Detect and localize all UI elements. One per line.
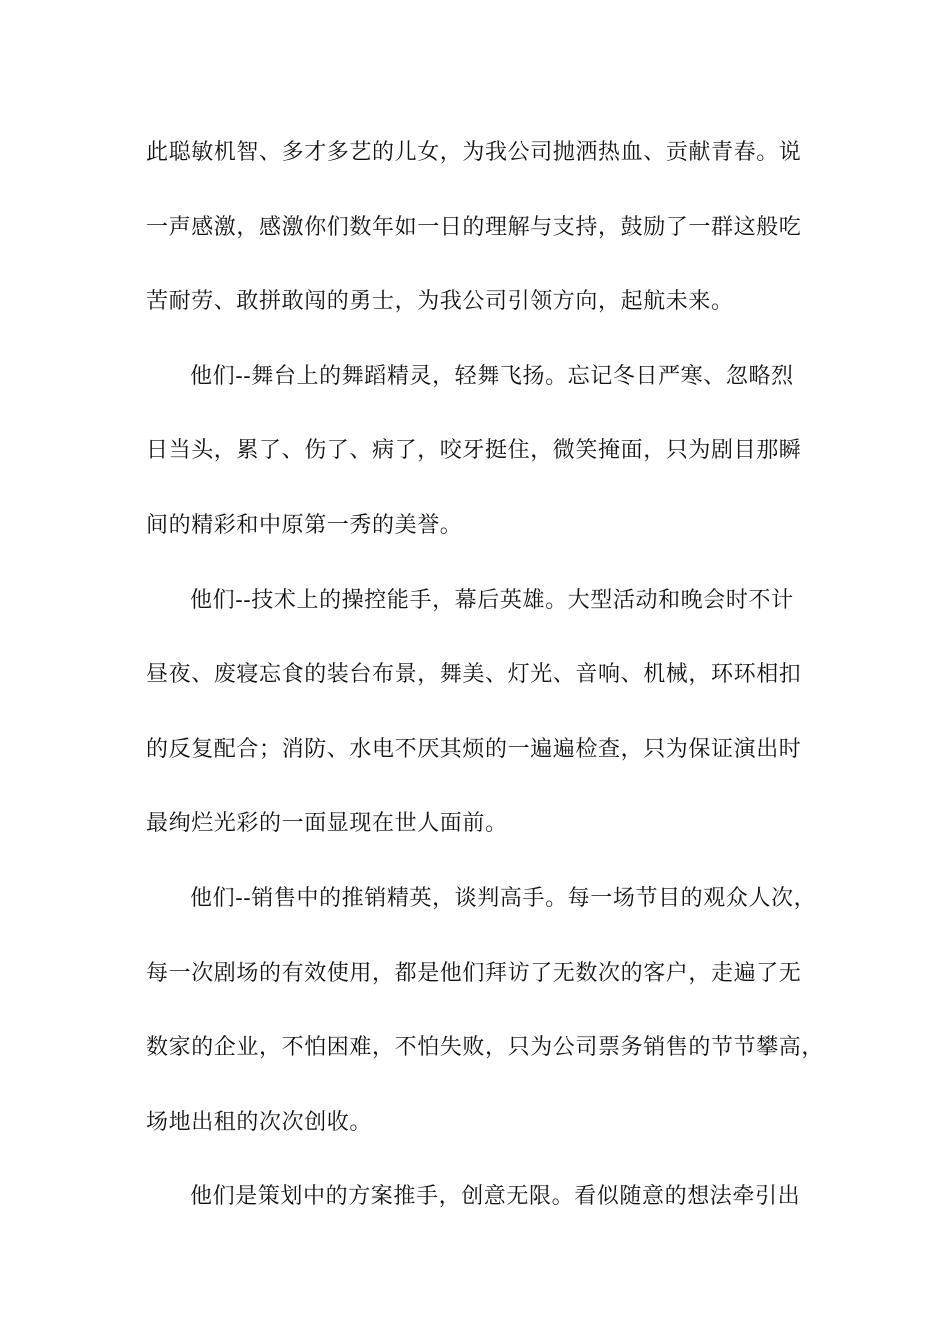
paragraph-first-line: 他们--销售中的推销精英，谈判高手。每一场节目的观众人次， (190, 885, 817, 911)
text-line: 的反复配合；消防、水电不厌其烦的一遍遍检查，只为保证演出时 (146, 736, 802, 762)
text-line: 此聪敏机智、多才多艺的儿女，为我公司抛洒热血、贡献青春。说 (146, 140, 802, 165)
paragraph-first-line: 他们--舞台上的舞蹈精灵，轻舞飞扬。忘记冬日严寒、忽略烈 (190, 363, 794, 389)
paragraph-first-line: 他们是策划中的方案推手，创意无限。看似随意的想法牵引出 (190, 1184, 801, 1210)
text-line: 最绚烂光彩的一面显现在世人面前。 (146, 811, 508, 837)
text-line: 昼夜、废寝忘食的装台布景，舞美、灯光、音响、机械，环环相扣 (146, 662, 802, 688)
paragraph-first-line: 他们--技术上的操控能手，幕后英雄。大型活动和晚会时不计 (190, 587, 794, 613)
text-line: 间的精彩和中原第一秀的美誉。 (146, 512, 463, 538)
text-line: 一声感激，感激你们数年如一日的理解与支持，鼓励了一群这般吃 (146, 214, 802, 240)
body-text (146, 133, 836, 1252)
text-line: 苦耐劳、敢拼敢闯的勇士，为我公司引领方向，起航未来。 (146, 289, 734, 315)
text-line: 场地出租的次次创收。 (146, 1109, 373, 1135)
text-line: 日当头，累了、伤了、病了，咬牙挺住，微笑掩面，只为剧目那瞬 (146, 438, 802, 464)
text-line: 每一次剧场的有效使用，都是他们拜访了无数次的客户，走遍了无 (146, 960, 802, 986)
text-line: 数家的企业，不怕困难，不怕失败，只为公司票务销售的节节攀高， (146, 1035, 825, 1061)
